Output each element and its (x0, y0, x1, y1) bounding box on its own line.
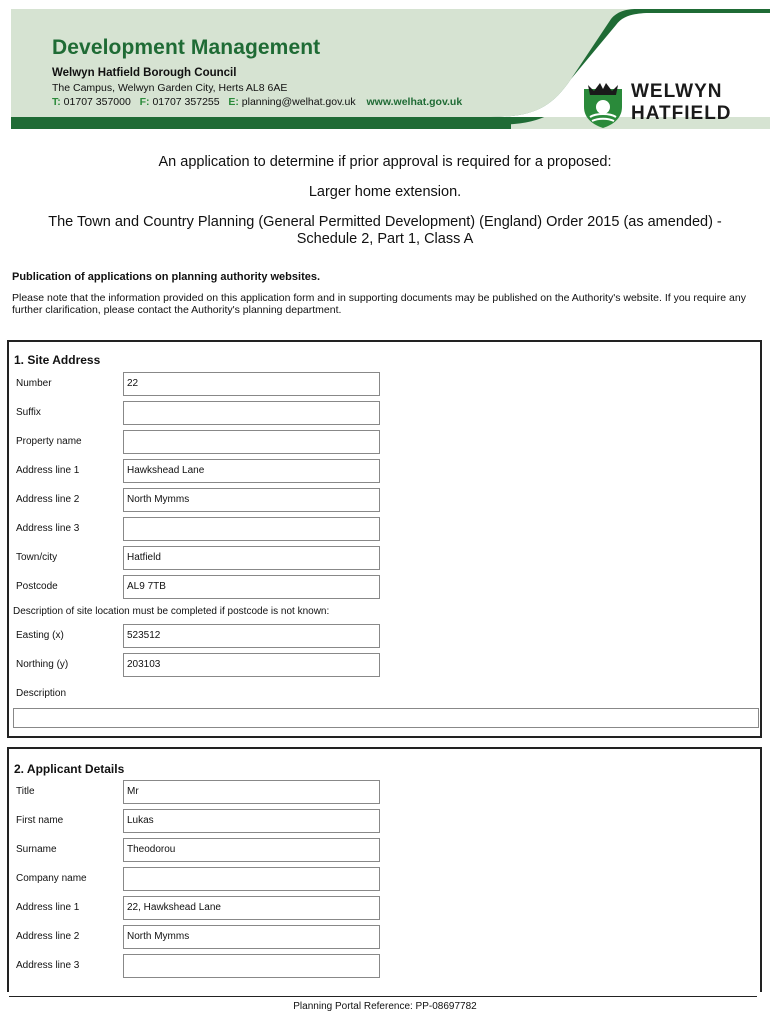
field-applicant-address-line-1 (9, 896, 760, 922)
description-label: Description (16, 688, 67, 699)
website-link[interactable]: www.welhat.gov.uk (366, 96, 463, 108)
field-title (9, 780, 760, 806)
tel-label: T: (52, 96, 61, 108)
suffix-input[interactable] (123, 401, 380, 425)
field-label: Address line 1 (16, 465, 80, 476)
field-label: Address line 1 (16, 902, 80, 913)
logo-line-2: HATFIELD (631, 103, 732, 124)
field-applicant-address-line-3 (9, 954, 760, 980)
intro-line-2: Larger home extension. (308, 184, 462, 200)
property-name-input[interactable] (123, 430, 380, 454)
header-title: Development Management (52, 36, 321, 59)
field-address-line-1 (9, 459, 760, 485)
publication-heading: Publication of applications on planning authority websites. (12, 271, 321, 283)
applicant-address-line-3-input[interactable] (123, 954, 380, 978)
section-title: 2. Applicant Details (14, 762, 125, 776)
crest-logo-icon (582, 81, 624, 129)
site-address-section (7, 340, 762, 738)
field-suffix (9, 401, 760, 427)
field-surname (9, 838, 760, 864)
field-easting (9, 624, 760, 650)
header-banner (11, 9, 770, 129)
field-label: Company name (16, 873, 87, 884)
field-label: Address line 2 (16, 931, 80, 942)
town-city-input[interactable]: Hatfield (123, 546, 380, 570)
section-title: 1. Site Address (14, 353, 101, 367)
field-address-line-3 (9, 517, 760, 543)
field-label: Address line 3 (16, 523, 80, 534)
field-label: Postcode (16, 581, 58, 592)
field-label: Easting (x) (16, 630, 64, 641)
field-postcode (9, 575, 760, 601)
field-company-name (9, 867, 760, 893)
field-northing (9, 653, 760, 679)
intro-line-1: An application to determine if prior approval is required for a proposed: (158, 154, 612, 170)
portal-reference: Planning Portal Reference: PP-08697782 (293, 1001, 477, 1012)
company-name-input[interactable] (123, 867, 380, 891)
field-number (9, 372, 760, 398)
address-line-3-input[interactable] (123, 517, 380, 541)
address-line-2-input[interactable]: North Mymms (123, 488, 380, 512)
field-label: Title (16, 786, 35, 797)
intro-line-3 (0, 214, 770, 248)
council-address: The Campus, Welwyn Garden City, Herts AL8 6AE (52, 82, 288, 94)
location-note: Description of site location must be completed if postcode is not known: (13, 606, 330, 617)
address-line-1-input[interactable]: Hawkshead Lane (123, 459, 380, 483)
title-input[interactable]: Mr (123, 780, 380, 804)
postcode-input[interactable]: AL9 7TB (123, 575, 380, 599)
field-label: Address line 3 (16, 960, 80, 971)
logo-wordmark (631, 81, 732, 125)
field-label: Surname (16, 844, 57, 855)
surname-input[interactable]: Theodorou (123, 838, 380, 862)
field-property-name (9, 430, 760, 456)
field-label: First name (16, 815, 64, 826)
first-name-input[interactable]: Lukas (123, 809, 380, 833)
tel-number: 01707 357000 (63, 96, 131, 108)
field-address-line-2 (9, 488, 760, 514)
contact-line (52, 96, 462, 108)
applicant-address-line-2-input[interactable]: North Mymms (123, 925, 380, 949)
fax-number: 01707 357255 (152, 96, 220, 108)
field-label: Number (16, 378, 52, 389)
field-applicant-address-line-2 (9, 925, 760, 951)
description-input[interactable] (13, 708, 759, 728)
field-label: Town/city (16, 552, 58, 563)
email-label: E: (228, 96, 239, 108)
field-label: Address line 2 (16, 494, 80, 505)
field-first-name (9, 809, 760, 835)
field-label: Suffix (16, 407, 41, 418)
legislation-schedule: Schedule 2, Part 1, Class A (296, 231, 474, 247)
logo-line-1: WELWYN (631, 81, 723, 102)
fax-label: F: (139, 96, 150, 108)
footer-divider (9, 996, 757, 997)
applicant-details-section (7, 747, 762, 992)
publication-notice: Please note that the information provided on this application form and in supporting documents may be published on the Authority's website. If you require any further clarification, please contact the Authority's planning department. (12, 292, 746, 316)
legislation-title: The Town and Country Planning (General Permitted Development) (England) Order 2015 (as amended) - (48, 214, 722, 230)
applicant-address-line-1-input[interactable]: 22, Hawkshead Lane (123, 896, 380, 920)
field-label: Northing (y) (16, 659, 69, 670)
council-name: Welwyn Hatfield Borough Council (52, 67, 237, 79)
field-town-city (9, 546, 760, 572)
easting-input[interactable]: 523512 (123, 624, 380, 648)
field-label: Property name (16, 436, 82, 447)
email-address[interactable]: planning@welhat.gov.uk (241, 96, 356, 108)
form-intro (0, 154, 770, 248)
northing-input[interactable]: 203103 (123, 653, 380, 677)
number-input[interactable]: 22 (123, 372, 380, 396)
